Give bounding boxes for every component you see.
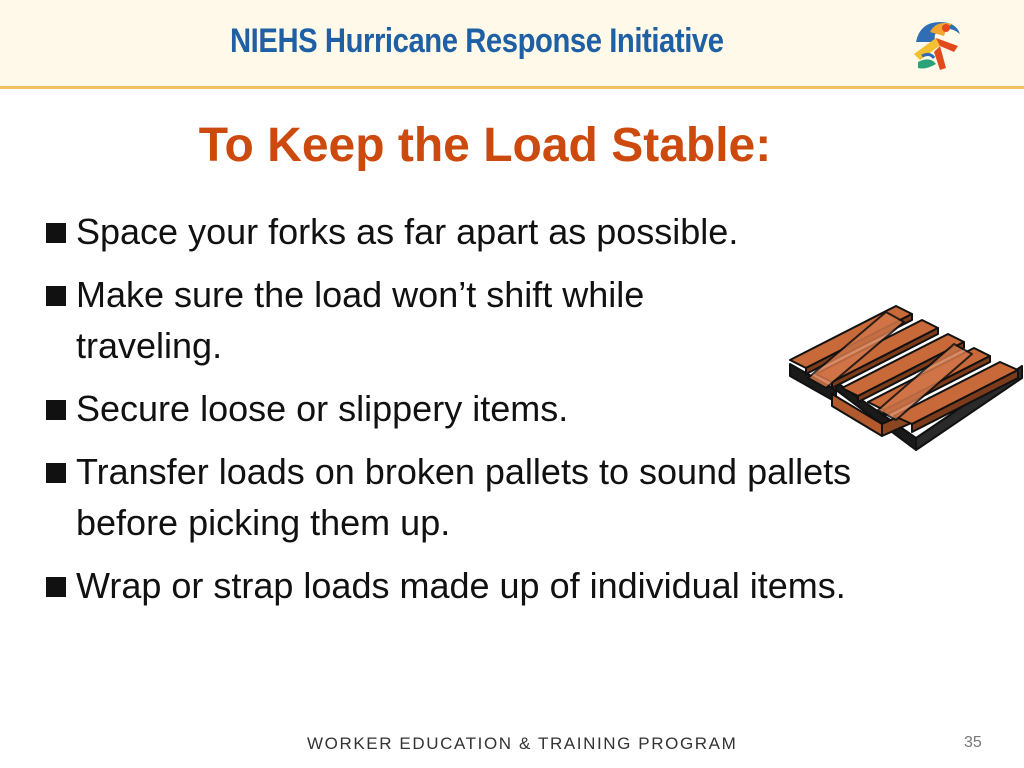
wooden-pallet-icon	[786, 302, 1024, 452]
bullet-item	[44, 206, 924, 257]
footer-program: WORKER EDUCATION & TRAINING PROGRAM	[307, 734, 738, 753]
bullet-text: Make sure the load won’t shift while traveling.	[76, 274, 645, 366]
bullet-text: Space your forks as far apart as possible.	[76, 211, 739, 252]
niehs-hurricane-figure-icon	[906, 12, 970, 76]
page-number: 35	[964, 734, 982, 751]
square-bullet-icon	[46, 286, 66, 306]
bullet-item	[44, 446, 924, 548]
slide-title: To Keep the Load Stable:	[198, 119, 772, 172]
header-divider	[0, 86, 1024, 89]
bullet-text: Transfer loads on broken pallets to sound pallets before picking them up.	[76, 451, 852, 543]
header-title: NIEHS Hurricane Response Initiative	[230, 22, 724, 60]
bullet-text: Secure loose or slippery items.	[76, 388, 569, 429]
square-bullet-icon	[46, 400, 66, 420]
bullet-text: Wrap or strap loads made up of individual items.	[76, 565, 846, 606]
square-bullet-icon	[46, 223, 66, 243]
square-bullet-icon	[46, 577, 66, 597]
bullet-item	[44, 269, 796, 371]
square-bullet-icon	[46, 463, 66, 483]
bullet-item	[44, 560, 924, 611]
